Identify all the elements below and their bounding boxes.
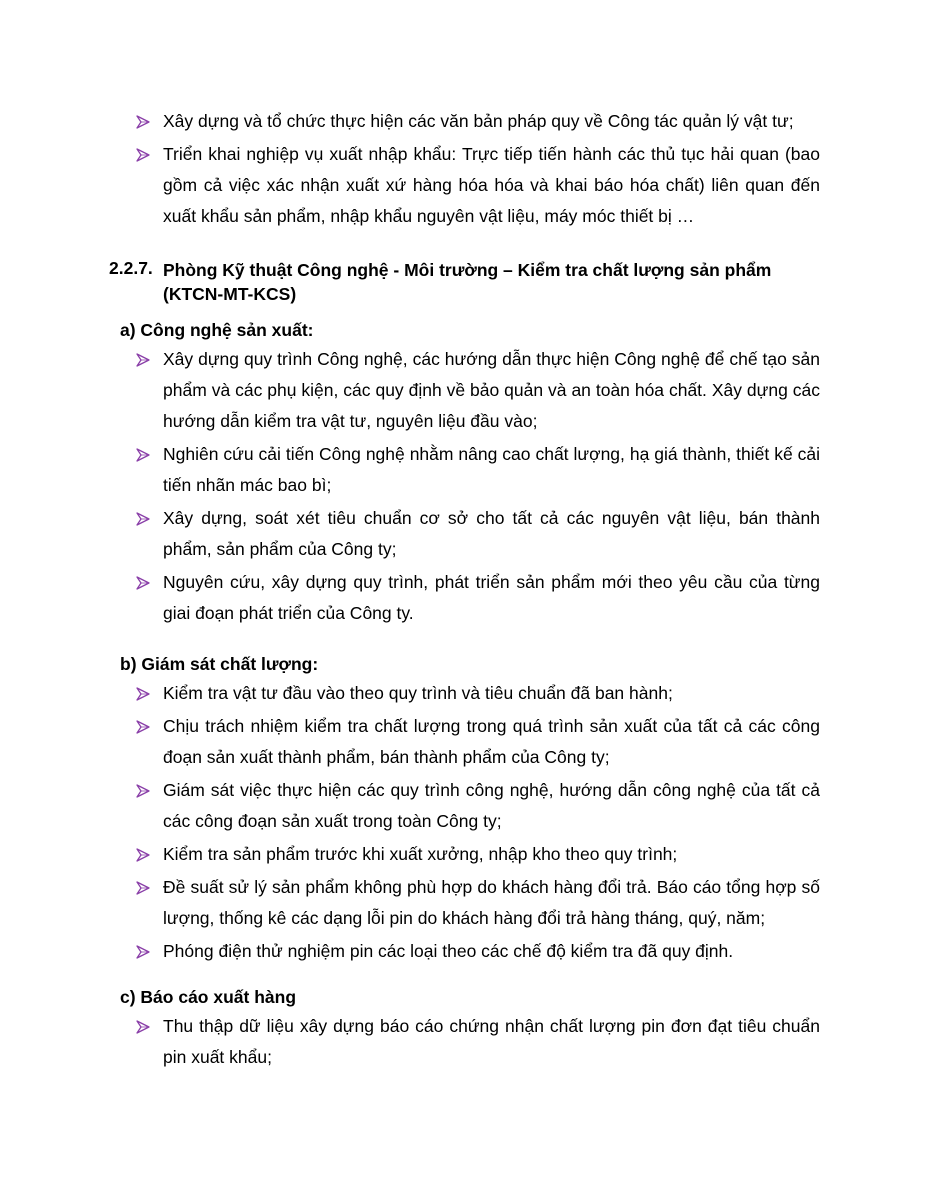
intro-bullet-list [0, 106, 927, 232]
bullet-text: Nghiên cứu cải tiến Công nghệ nhằm nâng cao chất lượng, hạ giá thành, thiết kế cải tiến nhãn mác bao bì; [163, 444, 820, 495]
section-title: Phòng Kỹ thuật Công nghệ - Môi trường – Kiểm tra chất lượng sản phẩm (KTCN-MT-KCS) [163, 260, 772, 304]
list-item [0, 1011, 927, 1073]
arrow-bullet-icon [136, 945, 150, 959]
arrow-bullet-icon [136, 353, 150, 367]
subsection-c-heading: c) Báo cáo xuất hàng [120, 987, 297, 1007]
list-item [0, 839, 927, 870]
list-item [0, 106, 927, 137]
subsection-a-list [0, 344, 927, 629]
bullet-text: Đề suất sử lý sản phẩm không phù hợp do khách hàng đổi trả. Báo cáo tổng hợp số lượng, thống kê các dạng lỗi pin do khách hàng đổi trả hàng tháng, quý, năm; [163, 877, 820, 928]
bullet-text: Kiểm tra vật tư đầu vào theo quy trình và tiêu chuẩn đã ban hành; [163, 683, 673, 703]
arrow-bullet-icon [136, 687, 150, 701]
arrow-bullet-icon [136, 784, 150, 798]
list-item [0, 678, 927, 709]
bullet-text: Kiểm tra sản phẩm trước khi xuất xưởng, nhập kho theo quy trình; [163, 844, 678, 864]
list-item [0, 439, 927, 501]
subsection-c-list [0, 1011, 927, 1073]
bullet-text: Giám sát việc thực hiện các quy trình công nghệ, hướng dẫn công nghệ của tất cả các công đoạn sản xuất trong toàn Công ty; [163, 780, 820, 831]
arrow-bullet-icon [136, 148, 150, 162]
list-item [0, 344, 927, 437]
list-item [0, 936, 927, 967]
arrow-bullet-icon [136, 848, 150, 862]
list-item [0, 872, 927, 934]
arrow-bullet-icon [136, 448, 150, 462]
bullet-text: Phóng điện thử nghiệm pin các loại theo các chế độ kiểm tra đã quy định. [163, 941, 734, 961]
bullet-text: Triển khai nghiệp vụ xuất nhập khẩu: Trực tiếp tiến hành các thủ tục hải quan (bao gồm cả việc xác nhận xuất xứ hàng hóa hóa và khai báo hóa chất) liên quan đến xuất khẩu sản phẩm, nhập khẩu nguyên vật liệu, máy móc thiết bị … [163, 144, 820, 226]
subsection-b-heading: b) Giám sát chất lượng: [120, 654, 319, 674]
list-item [0, 139, 927, 232]
section-number: 2.2.7. [109, 258, 153, 278]
bullet-text: Xây dựng quy trình Công nghệ, các hướng dẫn thực hiện Công nghệ để chế tạo sản phẩm và các phụ kiện, các quy định về bảo quản và an toàn hóa chất. Xây dựng các hướng dẫn kiểm tra vật tư, nguyên liệu đầu vào; [163, 349, 820, 431]
list-item [0, 711, 927, 773]
bullet-text: Nguyên cứu, xây dựng quy trình, phát triển sản phẩm mới theo yêu cầu của từng giai đoạn phát triển của Công ty. [163, 572, 820, 623]
bullet-text: Xây dựng, soát xét tiêu chuẩn cơ sở cho tất cả các nguyên vật liệu, bán thành phẩm, sản phẩm của Công ty; [163, 508, 820, 559]
arrow-bullet-icon [136, 720, 150, 734]
bullet-text: Chịu trách nhiệm kiểm tra chất lượng trong quá trình sản xuất của tất cả các công đoạn sản xuất thành phẩm, bán thành phẩm của Công ty; [163, 716, 820, 767]
list-item [0, 775, 927, 837]
arrow-bullet-icon [136, 576, 150, 590]
list-item [0, 503, 927, 565]
bullet-text: Thu thập dữ liệu xây dựng báo cáo chứng nhận chất lượng pin đơn đạt tiêu chuẩn pin xuất khẩu; [163, 1016, 820, 1067]
bullet-text: Xây dựng và tổ chức thực hiện các văn bản pháp quy về Công tác quản lý vật tư; [163, 111, 794, 131]
subsection-b-list [0, 678, 927, 967]
arrow-bullet-icon [136, 1020, 150, 1034]
subsection-a-heading: a) Công nghệ sản xuất: [120, 320, 314, 340]
arrow-bullet-icon [136, 115, 150, 129]
arrow-bullet-icon [136, 881, 150, 895]
arrow-bullet-icon [136, 512, 150, 526]
list-item [0, 567, 927, 629]
